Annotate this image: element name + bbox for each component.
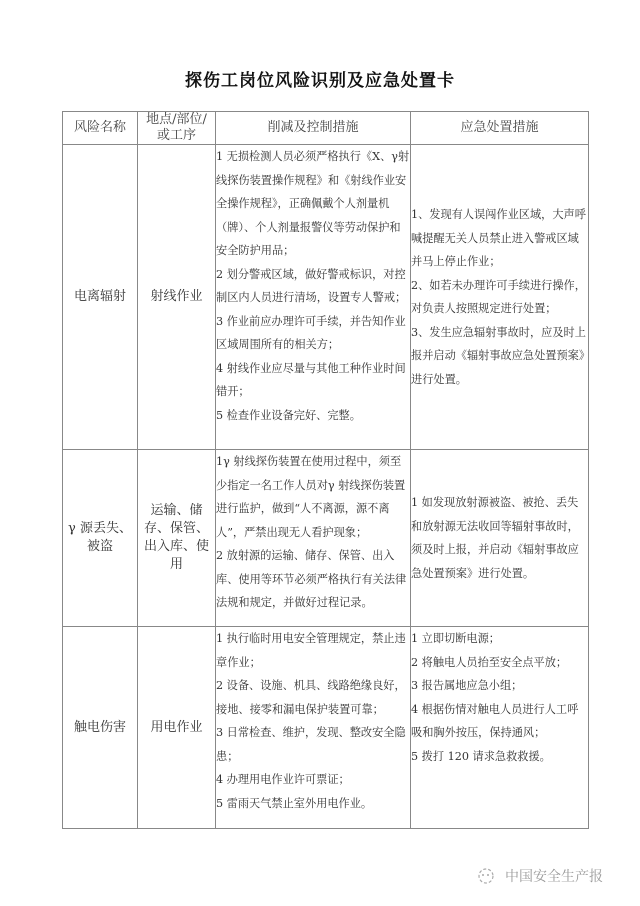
header-emergency-measures: 应急处置措施 bbox=[411, 112, 589, 145]
header-location: 地点/部位/或工序 bbox=[138, 112, 216, 145]
control-measures-cell bbox=[216, 145, 411, 450]
control-measure-item: 5 雷雨天气禁止室外用电作业。 bbox=[216, 796, 373, 810]
emergency-measure-item: 3 报告属地应急小组； bbox=[411, 679, 523, 692]
control-measure-item: 1 无损检测人员必须严格执行《X、γ射线探伤装置操作规程》和《射线作业安全操作规程》，正确佩戴个人剂量机（牌）、个人剂量报警仪等劳动保护和安全防护用品； bbox=[216, 150, 410, 257]
risk-card-table bbox=[62, 111, 589, 829]
emergency-measure-item: 3、发生应急辐射事故时，应及时上报并启动《辐射事故应急处置预案》进行处置。 bbox=[411, 325, 586, 386]
risk-name-cell: γ 源丢失、被盗 bbox=[63, 450, 138, 627]
emergency-measure-item: 1、发现有人误闯作业区域，大声呼喊提醒无关人员禁止进入警戒区域并马上停止作业； bbox=[411, 208, 586, 268]
watermark-text: 中国安全生产报 bbox=[505, 869, 603, 885]
control-measures-cell bbox=[216, 627, 411, 829]
header-risk-name: 风险名称 bbox=[63, 112, 138, 145]
emergency-measure-item: 2、如若未办理许可手续进行操作，对负责人按照规定进行处置； bbox=[411, 278, 586, 315]
table-row bbox=[63, 450, 589, 627]
emergency-measures-cell bbox=[411, 627, 589, 829]
header-control-measures: 削减及控制措施 bbox=[216, 112, 411, 145]
emergency-measure-item: 1 立即切断电源； bbox=[411, 632, 500, 645]
control-measure-item: 4 射线作业应尽量与其他工种作业时间错开； bbox=[216, 361, 406, 398]
emergency-measure-item: 1 如发现放射源被盗、被抢、丢失和放射源无法收回等辐射事故时，须及时上报，并启动《辐射事故应急处置预案》进行处置。 bbox=[411, 496, 579, 580]
control-measure-item: 5 检查作业设备完好、完整。 bbox=[216, 408, 361, 422]
risk-name-cell: 电离辐射 bbox=[63, 145, 138, 450]
control-measure-item: 1γ 射线探伤装置在使用过程中，须至少指定一名工作人员对γ 射线探伤装置进行监护，做到“人不离源，源不离人”，严禁出现无人看护现象； bbox=[216, 455, 406, 539]
control-measure-item: 2 划分警戒区域，做好警戒标识，对控制区内人员进行清场，设置专人警戒； bbox=[216, 267, 407, 304]
location-cell: 运输、储存、保管、出入库、使用 bbox=[138, 450, 216, 627]
risk-name-cell: 触电伤害 bbox=[63, 627, 138, 829]
emergency-measures-cell bbox=[411, 450, 589, 627]
emergency-measures-cell bbox=[411, 145, 589, 450]
watermark bbox=[475, 866, 603, 886]
control-measure-item: 4 办理用电作业许可票证； bbox=[216, 773, 350, 786]
wechat-official-account-icon bbox=[475, 867, 497, 885]
location-cell: 用电作业 bbox=[138, 627, 216, 829]
location-cell: 射线作业 bbox=[138, 145, 216, 450]
control-measure-item: 1 执行临时用电安全管理规定，禁止违章作业； bbox=[216, 632, 406, 669]
emergency-measure-item: 5 拨打 120 请求急救救援。 bbox=[411, 749, 551, 763]
control-measure-item: 3 作业前应办理许可手续，并告知作业区域周围所有的相关方； bbox=[216, 314, 406, 351]
emergency-measure-item: 4 根据伤情对触电人员进行人工呼吸和胸外按压，保持通风； bbox=[411, 702, 579, 739]
control-measure-item: 2 设备、设施、机具、线路绝缘良好，接地、接零和漏电保护装置可靠； bbox=[216, 679, 406, 716]
page-title: 探伤工岗位风险识别及应急处置卡 bbox=[185, 71, 455, 91]
emergency-measure-item: 2 将触电人员抬至安全点平放； bbox=[411, 655, 568, 669]
control-measures-cell bbox=[216, 450, 411, 627]
control-measure-item: 2 放射源的运输、储存、保管、出入库、使用等环节必须严格执行有关法律法规和规定，并做好过程记录。 bbox=[216, 549, 407, 609]
table-header-row bbox=[63, 112, 589, 145]
control-measure-item: 3 日常检查、维护，发现、整改安全隐患； bbox=[216, 726, 406, 763]
table-row bbox=[63, 627, 589, 829]
table-row bbox=[63, 145, 589, 450]
